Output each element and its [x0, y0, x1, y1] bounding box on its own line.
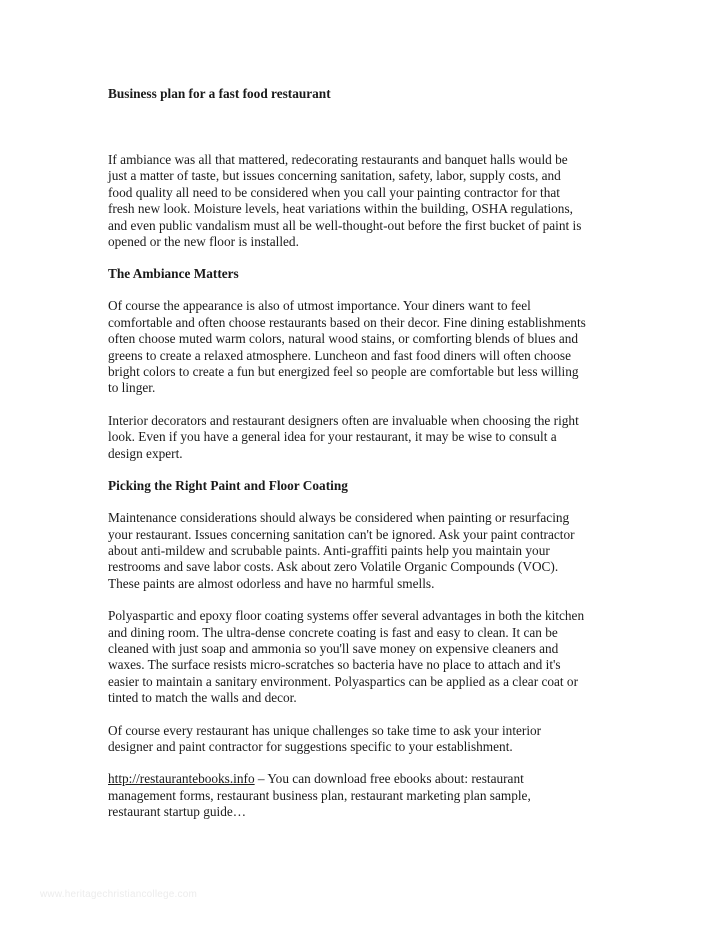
text-line: comfortable and often choose restaurants based on their decor. Fine dining establishments	[108, 314, 586, 330]
footer-line-1-text: – You can download free ebooks about: restaurant	[254, 771, 524, 787]
text-line: greens to create a relaxed atmosphere. Luncheon and fast food diners will often choose	[108, 347, 571, 363]
ambiance-paragraph-1	[108, 298, 628, 396]
text-line: Of course every restaurant has unique challenges so take time to ask your interior	[108, 722, 542, 738]
text-line	[108, 771, 628, 787]
text-line: your restaurant. Issues concerning sanitation can't be ignored. Ask your paint contractor	[108, 526, 575, 542]
footer-paragraph	[108, 771, 628, 820]
text-line: Maintenance considerations should always be considered when painting or resurfacing	[108, 510, 570, 526]
text-line: cleaned with just soap and ammonia so you'll save money on expensive cleaners and	[108, 640, 559, 656]
text-line: fresh new look. Moisture levels, heat variations within the building, OSHA regulations,	[108, 201, 573, 217]
text-line: If ambiance was all that mattered, redecorating restaurants and banquet halls would be	[108, 152, 568, 167]
text-line: to linger.	[108, 380, 156, 396]
text-line: food quality all need to be considered when you call your painting contractor for that	[108, 184, 560, 200]
restaurantebooks-link[interactable]: http://restaurantebooks.info	[108, 771, 255, 787]
spacer	[108, 592, 628, 608]
text-line: and even public vandalism must all be well-thought-out before the first bucket of paint is	[108, 217, 582, 233]
document-body	[108, 86, 628, 821]
text-line: These paints are almost odorless and have no harmful smells.	[108, 575, 435, 591]
text-line: bright colors to create a fun but energized feel so people are comfortable but less willing	[108, 364, 579, 380]
section-heading-paint: Picking the Right Paint and Floor Coating	[108, 478, 348, 494]
section-heading-ambiance: The Ambiance Matters	[108, 266, 239, 282]
spacer	[108, 494, 628, 510]
text-line: design expert.	[108, 445, 183, 461]
paint-paragraph-3	[108, 723, 628, 756]
text-line: restrooms and save labor costs. Ask about zero Volatile Organic Compounds (VOC).	[108, 559, 559, 575]
document-title: Business plan for a fast food restaurant	[108, 86, 331, 101]
text-line: opened or the new floor is installed.	[108, 234, 299, 250]
spacer	[108, 282, 628, 298]
spacer	[108, 755, 628, 771]
text-line: designer and paint contractor for suggestions specific to your establishment.	[108, 738, 513, 754]
text-line: waxes. The surface resists micro-scratches so bacteria have no place to attach and it's	[108, 657, 561, 673]
ambiance-paragraph-2	[108, 413, 628, 462]
text-line: Interior decorators and restaurant designers often are invaluable when choosing the right	[108, 412, 579, 428]
paint-paragraph-1	[108, 510, 628, 592]
text-line: look. Even if you have a general idea for your restaurant, it may be wise to consult a	[108, 429, 557, 445]
text-line: tinted to match the walls and decor.	[108, 690, 297, 706]
text-line: management forms, restaurant business plan, restaurant marketing plan sample,	[108, 787, 531, 803]
text-line: easier to maintain a sanitary environment. Polyaspartics can be applied as a clear coat or	[108, 673, 579, 689]
spacer	[108, 102, 628, 152]
spacer	[108, 250, 628, 266]
text-line: and dining room. The ultra-dense concrete coating is fast and easy to clean. It can be	[108, 624, 558, 640]
paint-paragraph-2	[108, 608, 628, 706]
text-line: Polyaspartic and epoxy floor coating systems offer several advantages in both the kitchen	[108, 608, 585, 624]
text-line: restaurant startup guide…	[108, 804, 247, 820]
spacer	[108, 397, 628, 413]
spacer	[108, 707, 628, 723]
text-line: often choose muted warm colors, natural wood stains, or comforting blends of blues and	[108, 331, 579, 347]
spacer	[108, 462, 628, 478]
text-line: just a matter of taste, but issues concerning sanitation, safety, labor, supply costs, and	[108, 168, 561, 184]
text-line: about anti-mildew and scrubable paints. Anti-graffiti paints help you maintain your	[108, 542, 550, 558]
intro-paragraph	[108, 152, 628, 250]
watermark-text: www.heritagechristiancollege.com	[40, 889, 198, 900]
text-line: Of course the appearance is also of utmost importance. Your diners want to feel	[108, 298, 531, 314]
